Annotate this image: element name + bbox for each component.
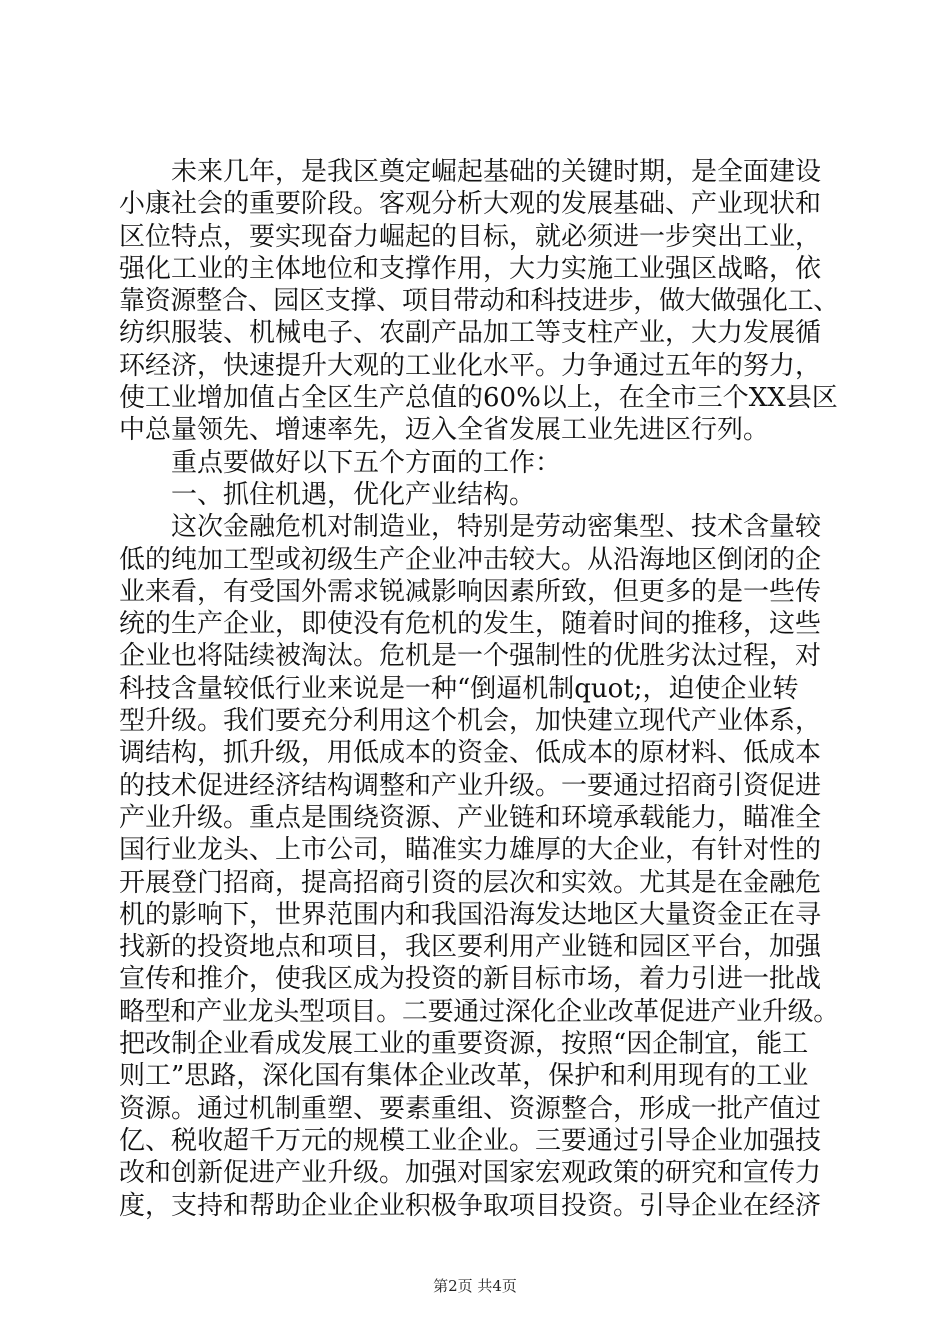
text-line: 企业也将陆续被淘汰。危机是一个强制性的优胜劣汰过程，对 xyxy=(119,641,822,672)
text-line: 开展登门招商，提高招商引资的层次和实效。尤其是在金融危 xyxy=(119,867,822,898)
text-line: 中总量领先、增速率先，迈入全省发展工业先进区行列。 xyxy=(119,415,770,446)
text-line: 机的影响下，世界范围内和我国沿海发达地区大量资金正在寻 xyxy=(119,899,822,930)
text-line: 一、抓住机遇，优化产业结构。 xyxy=(119,479,536,510)
text-line: 亿、税收超千万元的规模工业企业。三要通过引导企业加强技 xyxy=(119,1125,822,1156)
text-line: 的技术促进经济结构调整和产业升级。一要通过招商引资促进 xyxy=(119,770,822,801)
text-line: 强化工业的主体地位和支撑作用，大力实施工业强区战略，依 xyxy=(119,253,822,284)
text-line: 产业升级。重点是围绕资源、产业链和环境承载能力，瞄准全 xyxy=(119,802,822,833)
text-line: 资源。通过机制重塑、要素重组、资源整合，形成一批产值过 xyxy=(119,1093,822,1124)
text-line: 调结构，抓升级，用低成本的资金、低成本的原材料、低成本 xyxy=(119,738,822,769)
text-line: 这次金融危机对制造业，特别是劳动密集型、技术含量较 xyxy=(119,512,822,543)
text-line: 靠资源整合、园区支撑、项目带动和科技进步，做大做强化工、 xyxy=(119,286,840,317)
text-line: 小康社会的重要阶段。客观分析大观的发展基础、产业现状和 xyxy=(119,189,822,220)
text-line: 环经济，快速提升大观的工业化水平。力争通过五年的努力， xyxy=(119,350,822,381)
text-line: 区位特点，要实现奋力崛起的目标，就必须进一步突出工业， xyxy=(119,221,822,252)
text-line: 找新的投资地点和项目，我区要利用产业链和园区平台，加强 xyxy=(119,932,822,963)
text-line: 低的纯加工型或初级生产企业冲击较大。从沿海地区倒闭的企 xyxy=(119,544,822,575)
text-line: 国行业龙头、上市公司，瞄准实力雄厚的大企业，有针对性的 xyxy=(119,835,822,866)
text-line: 未来几年，是我区奠定崛起基础的关键时期，是全面建设 xyxy=(119,157,822,187)
text-line: 宣传和推介，使我区成为投资的新目标市场，着力引进一批战 xyxy=(119,964,822,995)
text-line: 略型和产业龙头型项目。二要通过深化企业改革促进产业升级。 xyxy=(119,996,840,1027)
text-line: 改和创新促进产业升级。加强对国家宏观政策的研究和宣传力 xyxy=(119,1158,822,1189)
text-line: 业来看，有受国外需求锐减影响因素所致，但更多的是一些传 xyxy=(119,576,822,607)
text-line: 则工”思路，深化国有集体企业改革，保护和利用现有的工业 xyxy=(119,1061,809,1092)
text-line: 纺织服装、机械电子、农副产品加工等支柱产业，大力发展循 xyxy=(119,318,822,349)
text-line: 度，支持和帮助企业企业积极争取项目投资。引导企业在经济 xyxy=(119,1190,822,1221)
text-line: 重点要做好以下五个方面的工作： xyxy=(119,447,562,478)
text-line: 科技含量较低行业来说是一种“倒逼机制quot;，迫使企业转 xyxy=(119,673,799,704)
text-line: 把改制企业看成发展工业的重要资源，按照“因企制宜，能工 xyxy=(119,1029,809,1060)
text-line: 型升级。我们要充分利用这个机会，加快建立现代产业体系， xyxy=(119,706,822,737)
text-line: 使工业增加值占全区生产总值的60%以上，在全市三个XX县区 xyxy=(119,383,838,414)
page-footer: 第2页 共4页 xyxy=(433,1277,517,1295)
text-line: 统的生产企业，即使没有危机的发生，随着时间的推移，这些 xyxy=(119,609,822,640)
document-body xyxy=(119,156,839,1222)
